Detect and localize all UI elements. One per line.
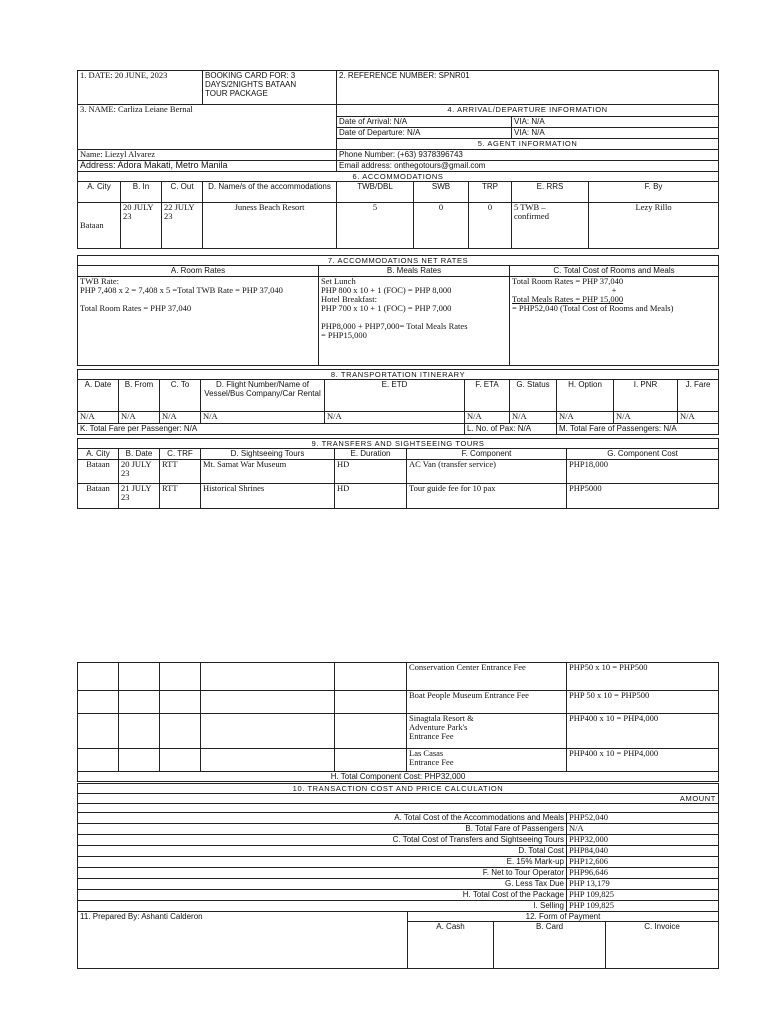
price-calculation-title: 10. TRANSACTION COST AND PRICE CALCULATION (78, 784, 719, 794)
date-of-arrival: Date of Arrival: N/A (337, 117, 512, 128)
agent-phone: Phone Number: (+63) 9378396743 (337, 150, 719, 161)
total-cost-header: C. Total Cost of Rooms and Meals (510, 266, 719, 277)
transportation-title: 8. TRANSPORTATION ITINERARY (78, 370, 719, 380)
accommodations-title: 6. ACCOMMODATIONS (78, 172, 719, 182)
trans-header-status: G. Status (510, 380, 557, 412)
spacer-row (78, 804, 719, 813)
trans-header-option: H. Option (557, 380, 614, 412)
price-calculation-table (77, 783, 719, 912)
component-cost: PHP400 x 10 = PHP4,000 (567, 749, 719, 772)
calc-label: E. 15% Mark-up (78, 857, 567, 868)
tours-header-duration: E. Duration (335, 449, 407, 460)
calc-row (78, 868, 719, 879)
tour-date: 20 JULY 23 (119, 460, 160, 484)
total-fare-per-passenger: K. Total Fare per Passenger: N/A (78, 424, 465, 435)
arrival-departure-title: 4. ARRIVAL/DEPARTURE INFORMATION (337, 105, 719, 117)
payment-invoice: C. Invoice (606, 922, 719, 969)
calc-value: N/A (567, 824, 719, 835)
number-of-pax: L. No. of Pax: N/A (465, 424, 557, 435)
payment-card: B. Card (494, 922, 606, 969)
net-rates-table (77, 255, 719, 366)
component-cost: PHP 50 x 10 = PHP500 (567, 691, 719, 714)
room-rates-details: TWB Rate: PHP 7,408 x 2 = 7,408 x 5 =Total TWB Rate = PHP 37,040 Total Room Rates = PHP 37,040 (78, 277, 319, 366)
component-name: Boat People Museum Entrance Fee (407, 691, 567, 714)
calc-value: PHP52,040 (567, 813, 719, 824)
tour-trf: RTT (160, 460, 201, 484)
calc-label: F. Net to Tour Operator (78, 868, 567, 879)
component-cost: PHP400 x 10 = PHP4,000 (567, 714, 719, 749)
tour-component: Tour guide fee for 10 pax (407, 484, 567, 509)
booking-card-form (77, 70, 719, 249)
component-name: Sinagtala Resort & Adventure Park's Entrance Fee (407, 714, 567, 749)
tours-header-sightseeing: D. Sightseeing Tours (201, 449, 335, 460)
total-cost-details: Total Room Rates = PHP 37,040 + Total Meals Rates = PHP 15,000 = PHP52,040 (Total Cost of Rooms and Meals) (510, 277, 719, 366)
tour-component: AC Van (transfer service) (407, 460, 567, 484)
calc-value: PHP12,606 (567, 857, 719, 868)
tour-city: Bataan (78, 484, 119, 509)
component-cost: PHP50 x 10 = PHP500 (567, 663, 719, 691)
prepared-by: 11. Prepared By: Ashanti Calderon (78, 912, 408, 969)
calc-label: D. Total Cost (78, 846, 567, 857)
tour-row (78, 460, 719, 484)
component-row (78, 749, 719, 772)
calc-row (78, 846, 719, 857)
calc-label: A. Total Cost of the Accommodations and Meals (78, 813, 567, 824)
tours-header-cost: G. Component Cost (567, 449, 719, 460)
trans-header-fare: J. Fare (678, 380, 719, 412)
component-row (78, 663, 719, 691)
acc-header-rrs: E. RRS (512, 182, 589, 203)
components-continued-table (77, 662, 719, 782)
trans-header-pnr: I. PNR (614, 380, 678, 412)
tour-city: Bataan (78, 460, 119, 484)
trans-header-eta: F. ETA (465, 380, 510, 412)
agent-name: Name: Liezyl Alvarez (78, 150, 337, 161)
booking-date: 1. DATE: 20 JUNE, 2023 (78, 71, 203, 105)
tour-sightseeing: Historical Shrines (201, 484, 335, 509)
payment-table (77, 911, 719, 969)
component-row (78, 691, 719, 714)
calc-row (78, 835, 719, 846)
calc-label: H. Total Cost of the Package (78, 890, 567, 901)
calc-value: PHP84,040 (567, 846, 719, 857)
trans-option: N/A (557, 412, 614, 424)
via-arrival: VIA: N/A (512, 117, 719, 128)
tour-date: 21 JULY 23 (119, 484, 160, 509)
agent-information-title: 5. AGENT INFORMATION (337, 139, 719, 150)
via-departure: VIA: N/A (512, 128, 719, 139)
calc-label: B. Total Fare of Passengers (78, 824, 567, 835)
date-of-departure: Date of Departure: N/A (337, 128, 512, 139)
acc-header-name: D. Name/s of the accommodations (203, 182, 337, 203)
total-component-cost: H. Total Component Cost: PHP32,000 (78, 772, 719, 782)
tour-sightseeing: Mt. Samat War Museum (201, 460, 335, 484)
calc-value: PHP32,000 (567, 835, 719, 846)
calc-row (78, 857, 719, 868)
transportation-table (77, 369, 719, 435)
acc-header-city: A. City (78, 182, 121, 203)
acc-swb: 0 (414, 203, 469, 249)
trans-from: N/A (119, 412, 160, 424)
tour-cost: PHP18,000 (567, 460, 719, 484)
calc-row (78, 901, 719, 912)
calc-value: PHP 13,179 (567, 879, 719, 890)
acc-trp: 0 (469, 203, 512, 249)
tour-cost: PHP5000 (567, 484, 719, 509)
trans-header-flight: D. Flight Number/Name of Vessel/Bus Company/Car Rental (201, 380, 325, 412)
form-of-payment-title: 12. Form of Payment (408, 912, 719, 922)
trans-header-etd: E. ETD (325, 380, 465, 412)
booking-card-for: BOOKING CARD FOR: 3 DAYS/2NIGHTS BATAAN TOUR PACKAGE (203, 71, 337, 105)
calc-label: G. Less Tax Due (78, 879, 567, 890)
acc-city: Bataan (78, 203, 121, 249)
calc-label: C. Total Cost of Transfers and Sightseeing Tours (78, 835, 567, 846)
acc-check-in: 20 JULY 23 (121, 203, 162, 249)
tour-trf: RTT (160, 484, 201, 509)
trans-to: N/A (160, 412, 201, 424)
component-name: Las Casas Entrance Fee (407, 749, 567, 772)
acc-by: Lezy Rillo (589, 203, 719, 249)
trans-etd: N/A (325, 412, 465, 424)
acc-header-trp: TRP (469, 182, 512, 203)
calc-row (78, 879, 719, 890)
trans-status: N/A (510, 412, 557, 424)
acc-name: Juness Beach Resort (203, 203, 337, 249)
acc-header-swb: SWB (414, 182, 469, 203)
tours-header-city: A. City (78, 449, 119, 460)
net-rates-title: 7. ACCOMMODATIONS NET RATES (78, 256, 719, 266)
trans-fare: N/A (678, 412, 719, 424)
trans-flight: N/A (201, 412, 325, 424)
acc-header-out: C. Out (162, 182, 203, 203)
tours-header-trf: C. TRF (160, 449, 201, 460)
trans-header-from: B. From (119, 380, 160, 412)
acc-header-in: B. In (121, 182, 162, 203)
component-row (78, 714, 719, 749)
tours-header-date: B. Date (119, 449, 160, 460)
calc-row (78, 813, 719, 824)
room-rates-header: A. Room Rates (78, 266, 319, 277)
component-name: Conservation Center Entrance Fee (407, 663, 567, 691)
reference-number: 2. REFERENCE NUMBER: SPNR01 (337, 71, 719, 105)
trans-header-date: A. Date (78, 380, 119, 412)
client-name: 3. NAME: Carliza Leiane Bernal (78, 105, 337, 150)
calc-row (78, 890, 719, 901)
trans-header-to: C. To (160, 380, 201, 412)
trans-pnr: N/A (614, 412, 678, 424)
tour-duration: HD (335, 484, 407, 509)
calc-value: PHP 109,825 (567, 890, 719, 901)
acc-twb: 5 (337, 203, 414, 249)
tours-header-component: F. Component (407, 449, 567, 460)
calc-row (78, 824, 719, 835)
agent-address: Address: Adora Makati, Metro Manila (78, 161, 337, 172)
trans-date: N/A (78, 412, 119, 424)
tours-title: 9. TRANSFERS AND SIGHTSEEING TOURS (78, 439, 719, 449)
calc-label: I. Selling (78, 901, 567, 912)
tour-row (78, 484, 719, 509)
agent-email: Email address: onthegotours@gmail.com (337, 161, 719, 172)
acc-check-out: 22 JULY 23 (162, 203, 203, 249)
acc-header-by: F. By (589, 182, 719, 203)
tours-table (77, 438, 719, 509)
calc-value: PHP96,646 (567, 868, 719, 879)
acc-rrs: 5 TWB – confirmed (512, 203, 589, 249)
amount-header: AMOUNT (78, 794, 719, 804)
payment-cash: A. Cash (408, 922, 494, 969)
acc-header-twb: TWB/DBL (337, 182, 414, 203)
meals-rates-header: B. Meals Rates (319, 266, 510, 277)
calc-value: PHP 109,825 (567, 901, 719, 912)
trans-eta: N/A (465, 412, 510, 424)
meals-rates-details: Set Lunch PHP 800 x 10 + 1 (FOC) = PHP 8,000 Hotel Breakfast: PHP 700 x 10 + 1 (FOC) = PHP 7,000 PHP8,000 + PHP7,000= Total Meals Rates = PHP15,000 (319, 277, 510, 366)
total-fare-of-passengers: M. Total Fare of Passengers: N/A (557, 424, 719, 435)
tour-duration: HD (335, 460, 407, 484)
